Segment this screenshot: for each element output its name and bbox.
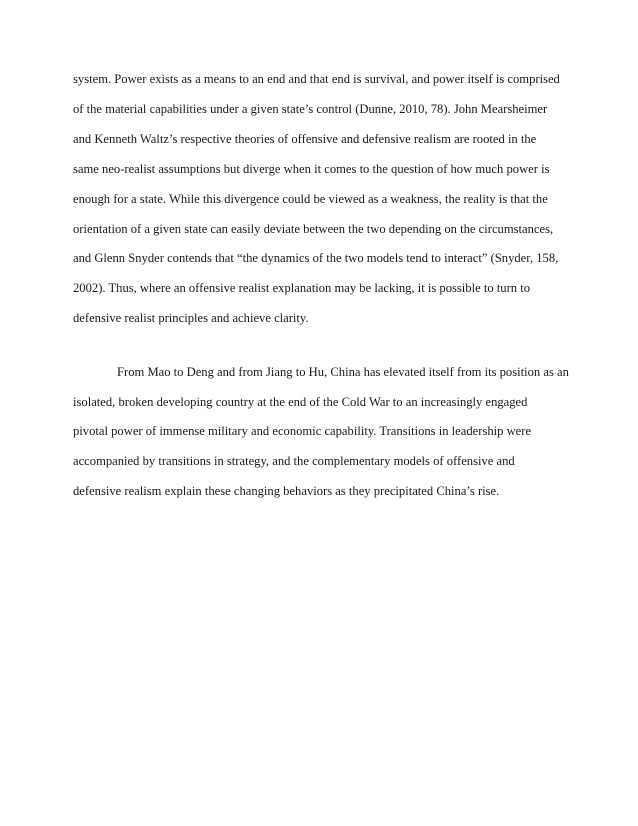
text-line: From Mao to Deng and from Jiang to Hu, China has elevated itself from its position as an (117, 365, 569, 379)
text-line: orientation of a given state can easily deviate between the two depending on the circumstances, (73, 222, 554, 236)
text-line: defensive realism explain these changing behaviors as they precipitated China’s rise. (73, 484, 500, 498)
text-line: isolated, broken developing country at the end of the Cold War to an increasingly engaged (73, 395, 528, 409)
text-line: and Kenneth Waltz’s respective theories of offensive and defensive realism are rooted in the (73, 132, 537, 146)
text-line: defensive realist principles and achieve clarity. (73, 311, 309, 325)
text-line: of the material capabilities under a given state’s control (Dunne, 2010, 78). John Mearsheimer (73, 102, 548, 116)
text-line: accompanied by transitions in strategy, and the complementary models of offensive and (73, 454, 515, 468)
text-line: 2002). Thus, where an offensive realist explanation may be lacking, it is possible to turn to (73, 281, 531, 295)
text-line: system. Power exists as a means to an end and that end is survival, and power itself is comprised (73, 72, 560, 86)
text-line: enough for a state. While this divergence could be viewed as a weakness, the reality is that the (73, 192, 548, 206)
text-line: and Glenn Snyder contends that “the dynamics of the two models tend to interact” (Snyder, 158, (73, 251, 559, 265)
text-line: same neo-realist assumptions but diverge when it comes to the question of how much power is (73, 162, 550, 176)
text-line: pivotal power of immense military and economic capability. Transitions in leadership were (73, 424, 532, 438)
